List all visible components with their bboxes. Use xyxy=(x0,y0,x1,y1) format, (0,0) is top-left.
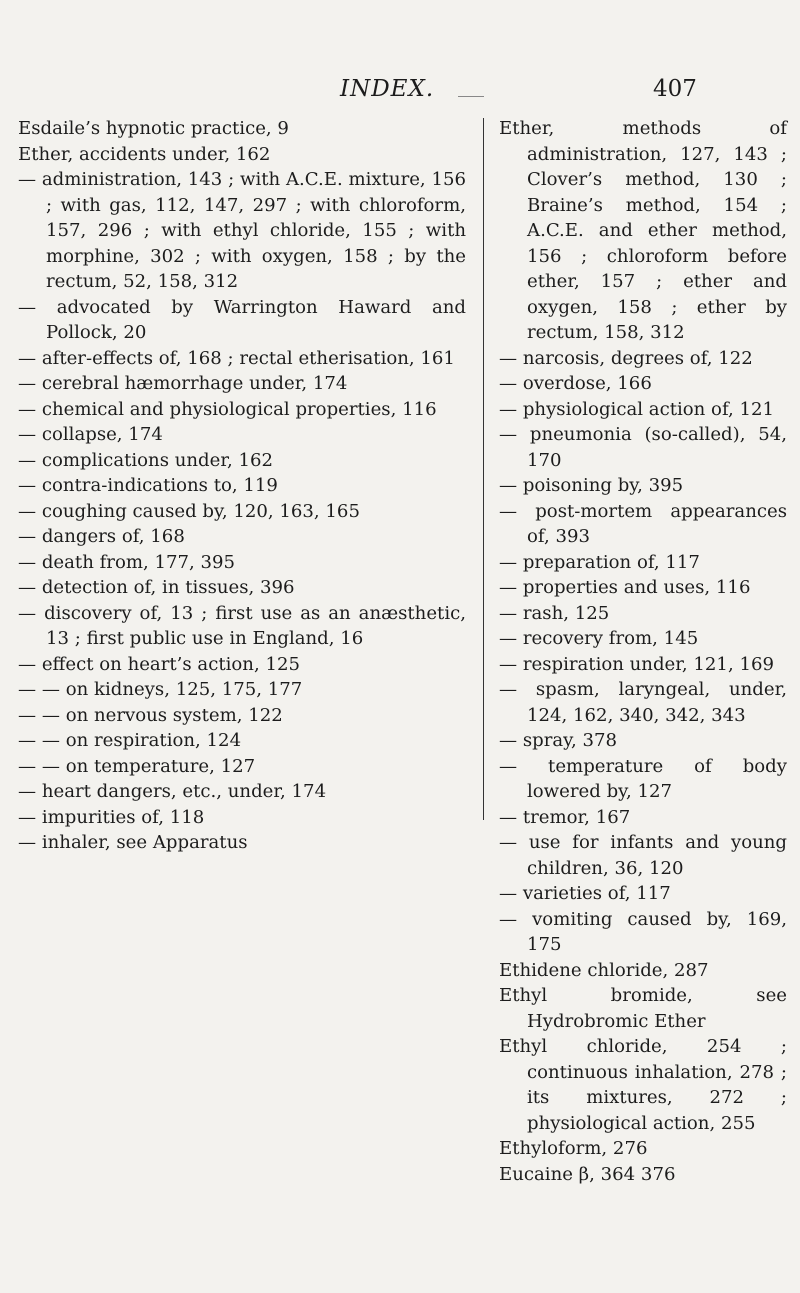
index-entry: — respiration under, 121, 169 xyxy=(499,653,774,675)
index-entry: — collapse, 174 xyxy=(18,424,163,445)
index-entry: — overdose, 166 xyxy=(499,373,652,394)
index-entry: Ether, accidents under, 162 xyxy=(18,143,271,165)
index-entry: — temperature of body lowered by, 127 xyxy=(499,755,787,802)
index-entry: — tremor, 167 xyxy=(499,806,631,828)
index-entry: Eucaine β, 364 376 xyxy=(499,1163,676,1185)
index-entry: — physiological action of, 121 xyxy=(499,398,775,420)
index-entry: — cerebral hæmorrhage under, 174 xyxy=(18,373,348,394)
index-entry: — poisoning by, 395 xyxy=(499,475,684,496)
index-entry: — death from, 177, 395 xyxy=(18,551,236,573)
index-entry: — spray, 378 xyxy=(499,730,618,751)
index-entry: — discovery of, 13 ; first use as an anæsthetic, 13 ; first public use in England, 16 xyxy=(18,602,466,649)
index-entry: — preparation of, 117 xyxy=(499,551,700,573)
index-entry: — vomiting caused by, 169, 175 xyxy=(499,908,787,955)
index-entry: — — on nervous system, 122 xyxy=(18,704,283,726)
index-entry: Ethyl bromide, see Hydrobromic Ether xyxy=(499,985,787,1032)
index-entry: — after-effects of, 168 ; rectal etherisation, 161 xyxy=(18,347,455,369)
index-entry: — use for infants and young children, 36, 120 xyxy=(499,832,787,879)
page-number: 407 xyxy=(653,76,697,102)
index-entry: — — on temperature, 127 xyxy=(18,755,256,777)
index-entry: Ethidene chloride, 287 xyxy=(499,959,709,981)
index-entry: — impurities of, 118 xyxy=(18,806,205,828)
index-column-right xyxy=(499,116,787,1187)
index-entry: — properties and uses, 116 xyxy=(499,577,751,598)
index-entry: — coughing caused by, 120, 163, 165 xyxy=(18,500,360,522)
index-entry: — — on respiration, 124 xyxy=(18,730,242,751)
index-entry: Ether, methods of administration, 127, 143 ; Clover’s method, 130 ; Braine’s method, 154 ; A.C.E. and ether method, 156 ; chloroform before ether, 157 ; ether and oxygen, 158 ; ether by rectum, 158, 312 xyxy=(499,118,787,343)
index-entry: — contra-indications to, 119 xyxy=(18,475,278,496)
index-entry: Ethyl chloride, 254 ; continuous inhalation, 278 ; its mixtures, 272 ; physiological action, 255 xyxy=(499,1036,787,1134)
header-rule xyxy=(458,96,484,97)
index-column-left xyxy=(18,116,466,856)
index-entry: Esdaile’s hypnotic practice, 9 xyxy=(18,118,289,139)
index-entry: — narcosis, degrees of, 122 xyxy=(499,347,753,369)
index-entry: — pneumonia (so-called), 54, 170 xyxy=(499,424,787,471)
index-entry: — detection of, in tissues, 396 xyxy=(18,577,295,598)
index-entry: — complications under, 162 xyxy=(18,449,274,471)
index-entry: — post-mortem appearances of, 393 xyxy=(499,500,787,547)
index-entry: Ethyloform, 276 xyxy=(499,1138,648,1159)
page-header xyxy=(0,76,800,106)
column-divider xyxy=(483,118,484,820)
index-entry: — dangers of, 168 xyxy=(18,526,185,547)
index-entry: — advocated by Warrington Haward and Pollock, 20 xyxy=(18,296,466,343)
index-entry: — effect on heart’s action, 125 xyxy=(18,653,300,675)
index-entry: — heart dangers, etc., under, 174 xyxy=(18,781,327,802)
index-entry: — recovery from, 145 xyxy=(499,628,699,649)
index-entry: — — on kidneys, 125, 175, 177 xyxy=(18,679,303,700)
index-entry: — administration, 143 ; with A.C.E. mixture, 156 ; with gas, 112, 147, 297 ; with chloroform, 157, 296 ; with ethyl chloride, 155 ; with morphine, 302 ; with oxygen, 158 ; by the rectum, 52, 158, 312 xyxy=(18,169,466,292)
index-entry: — inhaler, see Apparatus xyxy=(18,832,248,853)
index-entry: — rash, 125 xyxy=(499,602,610,624)
index-entry: — chemical and physiological properties, 116 xyxy=(18,398,437,420)
index-entry: — varieties of, 117 xyxy=(499,883,671,904)
index-entry: — spasm, laryngeal, under, 124, 162, 340, 342, 343 xyxy=(499,679,787,726)
running-title: INDEX. xyxy=(340,76,435,102)
